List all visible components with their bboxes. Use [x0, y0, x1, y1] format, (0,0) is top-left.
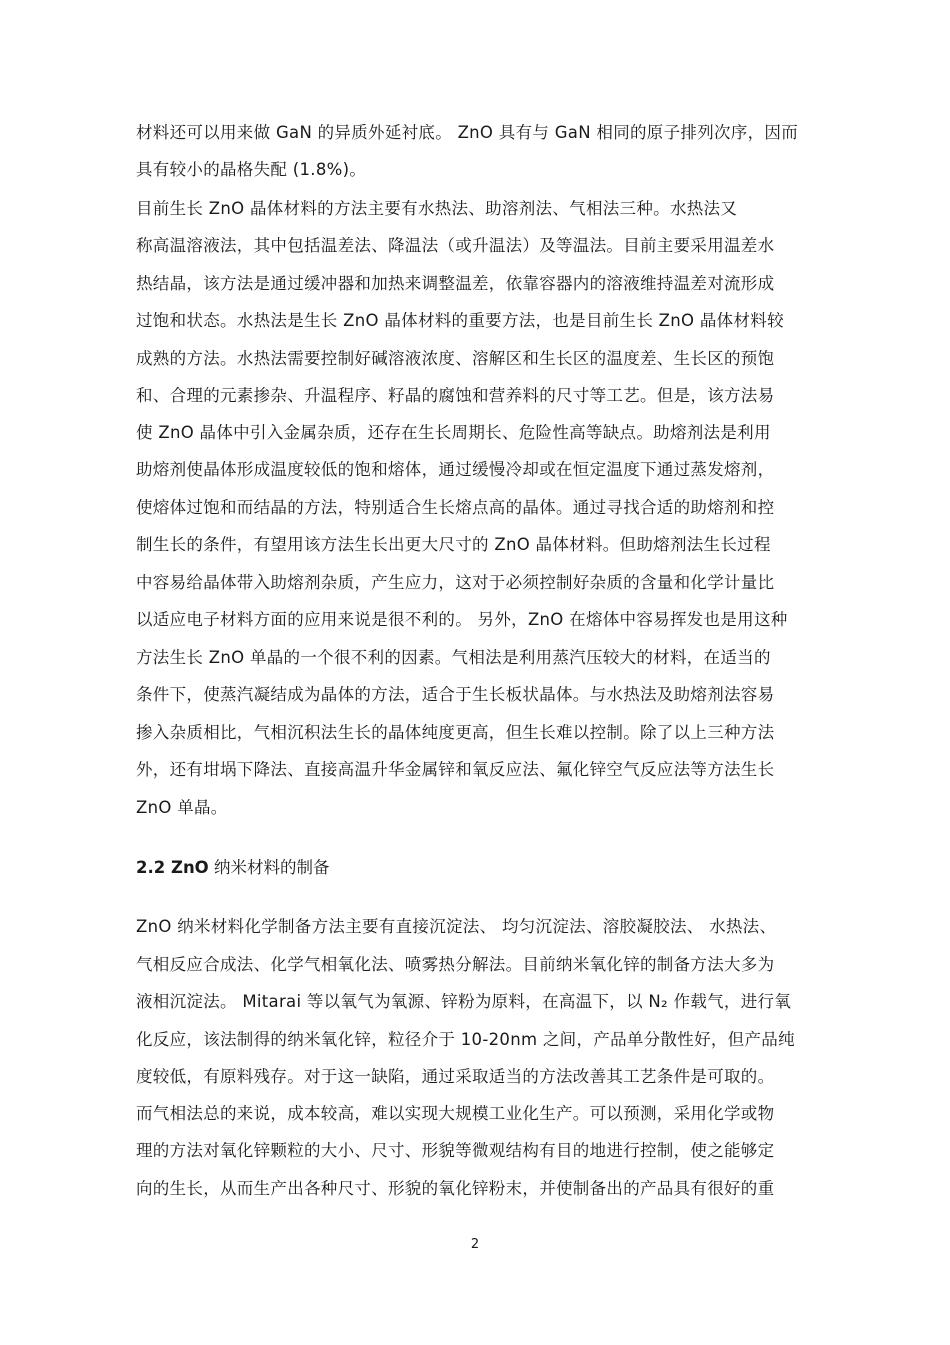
paragraph-3-line: ZnO 纳米材料化学制备方法主要有直接沉淀法、 均匀沉淀法、溶胶凝胶法、 水热法、: [136, 917, 777, 936]
paragraph-3-line: 理的方法对氧化锌颗粒的大小、尺寸、形貌等微观结构有目的地进行控制，使之能够定: [136, 1141, 775, 1160]
section-heading: [136, 857, 329, 879]
paragraph-1-line: 材料还可以用来做 GaN 的异质外延衬底。 ZnO 具有与 GaN 相同的原子排列次序，因而: [136, 123, 798, 142]
paragraph-1-line: 具有较小的晶格失配 (1.8%)。: [136, 160, 367, 179]
paragraph-3-line: 液相沉淀法。 Mitarai 等以氧气为氧源、锌粉为原料，在高温下，以 N₂ 作载气，进行氧: [136, 992, 792, 1011]
paragraph-2-line: 使熔体过饱和而结晶的方法，特别适合生长熔点高的晶体。通过寻找合适的助熔剂和控: [136, 498, 775, 517]
paragraph-2-line: 过饱和状态。水热法是生长 ZnO 晶体材料的重要方法，也是目前生长 ZnO 晶体材料较: [136, 311, 784, 330]
paragraph-2-line: 方法生长 ZnO 单晶的一个很不利的因素。气相法是利用蒸汽压较大的材料，在适当的: [136, 648, 771, 667]
paragraph-2-line: 成熟的方法。水热法需要控制好碱溶液浓度、溶解区和生长区的温度差、生长区的预饱: [136, 349, 775, 368]
paragraph-2-line: 和、合理的元素掺杂、升温程序、籽晶的腐蚀和营养料的尺寸等工艺。但是，该方法易: [136, 386, 775, 405]
paragraph-2-line: 中容易给晶体带入助熔剂杂质，产生应力，这对于必须控制好杂质的含量和化学计量比: [136, 573, 775, 592]
paragraph-2-line: 以适应电子材料方面的应用来说是很不利的。 另外，ZnO 在熔体中容易挥发也是用这种: [136, 610, 788, 629]
paragraph-3-line: 度较低，有原料残存。对于这一缺陷，通过采取适当的方法改善其工艺条件是可取的。: [136, 1067, 775, 1086]
paragraph-2-line: 掺入杂质相比，气相沉积法生长的晶体纯度更高，但生长难以控制。除了以上三种方法: [136, 723, 775, 742]
paragraph-2-line: 条件下，使蒸汽凝结成为晶体的方法，适合于生长板状晶体。与水热法及助熔剂法容易: [136, 685, 775, 704]
paragraph-2-line: 使 ZnO 晶体中引入金属杂质，还存在生长周期长、危险性高等缺点。助熔剂法是利用: [136, 423, 771, 442]
page-number: 2: [470, 1237, 480, 1252]
paragraph-2-line: 助熔剂使晶体形成温度较低的饱和熔体，通过缓慢冷却或在恒定温度下通过蒸发熔剂，: [136, 460, 775, 479]
paragraph-2-line: 目前生长 ZnO 晶体材料的方法主要有水热法、助溶剂法、气相法三种。水热法又: [136, 199, 738, 218]
paragraph-3-line: 向的生长，从而生产出各种尺寸、形貌的氧化锌粉末，并使制备出的产品具有很好的重: [136, 1179, 775, 1198]
paragraph-2-line: 制生长的条件，有望用该方法生长出更大尺寸的 ZnO 晶体材料。但助熔剂法生长过程: [136, 535, 771, 554]
paragraph-2-line: 外，还有坩埚下降法、直接高温升华金属锌和氧反应法、氟化锌空气反应法等方法生长: [136, 760, 775, 779]
section-title: 纳米材料的制备: [213, 858, 330, 877]
paragraph-2-line: 热结晶，该方法是通过缓冲器和加热来调整温差，依靠容器内的溶液维持温差对流形成: [136, 274, 775, 293]
paragraph-3-line: 气相反应合成法、化学气相氧化法、喷雾热分解法。目前纳米氧化锌的制备方法大多为: [136, 955, 775, 974]
paragraph-2-line: ZnO 单晶。: [136, 798, 228, 817]
paragraph-3-line: 化反应，该法制得的纳米氧化锌，粒径介于 10-20nm 之间，产品单分散性好，但产品纯: [136, 1030, 795, 1049]
section-number: 2.2 ZnO: [136, 858, 209, 877]
paragraph-3-line: 而气相法总的来说，成本较高，难以实现大规模工业化生产。可以预测，采用化学或物: [136, 1104, 775, 1123]
paragraph-2-line: 称高温溶液法，其中包括温差法、降温法（或升温法）及等温法。目前主要采用温差水: [136, 236, 775, 255]
